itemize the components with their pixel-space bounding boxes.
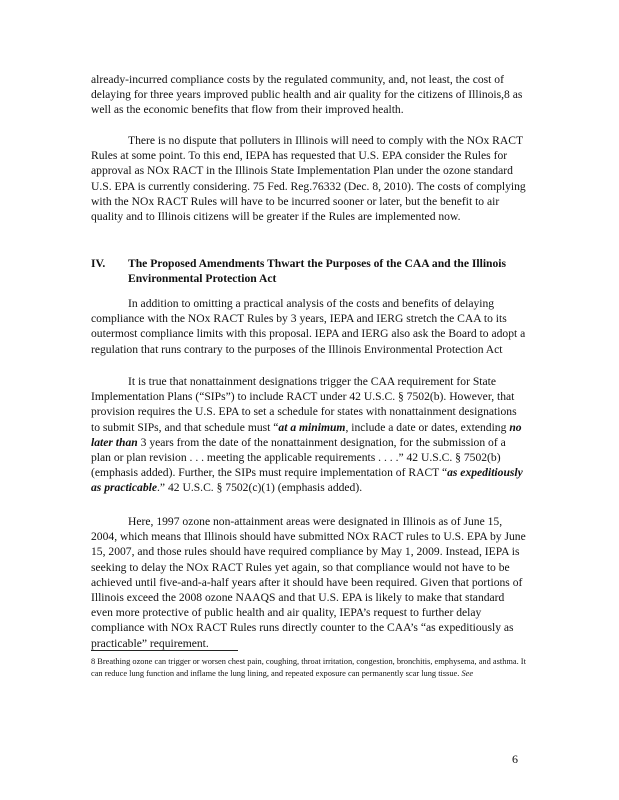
paragraph-caa-requirements (91, 374, 527, 496)
section-title: The Proposed Amendments Thwart the Purposes of the CAA and the Illinois Environmental Protection Act (128, 257, 507, 286)
paragraph-cost-benefit: In addition to omitting a practical analysis of the costs and benefits of delaying compliance with the NOx RACT Rules by 3 years, IEPA and IERG stretch the CAA to its outermost compliance limits with this proposal. IEPA and IERG also ask the Board to adopt a regulation that runs contrary to the purposes of the Illinois Environmental Protection Act (91, 297, 526, 356)
p4-text-e: 3 years from the date of the nonattainment designation, for the submission of a plan or plan revision . . . meeting the applicable requirements . . . .” 42 U.S.C. § 7502(b) (emphasis added). Further, the SIPs must require implementation of RACT “ (91, 435, 506, 480)
section-number: IV. (91, 257, 106, 270)
emphasis-as-expeditiously: as expeditiously as practicable (91, 466, 523, 495)
emphasis-no-later-than: no later than (91, 420, 522, 449)
footnote-divider (91, 650, 238, 651)
footnote-8 (91, 656, 531, 679)
page-number: 6 (512, 752, 518, 766)
p4-text-g: .” 42 U.S.C. § 7502(c)(1) (emphasis added). (157, 481, 363, 495)
p4-text-c: , include a date or dates, extending (345, 420, 510, 434)
emphasis-at-a-minimum: at a minimum (278, 420, 346, 434)
p4-text-a: It is true that nonattainment designations trigger the CAA requirement for State Implementation Plans (“SIPs”) to include RACT under 42 U.S.C. § 7502(b). However, that provision requires the U.S. EPA to set a schedule for states with nonattainment designations to submit SIPs, and that schedule must “ (91, 375, 517, 434)
paragraph-compliance-dispute: There is no dispute that polluters in Illinois will need to comply with the NOx RACT Rules at some point. To this end, IEPA has requested that U.S. EPA consider the Rules for approval as NOx RACT in the Illinois State Implementation Plan under the ozone standard U.S. EPA is currently considering. 75 Fed. Reg.76332 (Dec. 8, 2010). The costs of complying with the NOx RACT Rules will have to be incurred sooner or later, but the benefit to air quality and to Illinois citizens will be greater if the Rules are implemented now. (91, 134, 526, 224)
paragraph-intro-continuation: already-incurred compliance costs by the regulated community, and, not least, the cost of delaying for three years improved public health and air quality for the citizens of Illinois,8 as well as the economic benefits that flow from their improved health. (91, 73, 523, 117)
paragraph-nonattainment-history: Here, 1997 ozone non-attainment areas were designated in Illinois as of June 15, 2004, which means that Illinois should have submitted NOx RACT rules to U.S. EPA by June 15, 2007, and those rules should have required compliance by May 1, 2009. Instead, IEPA is seeking to delay the NOx RACT Rules yet again, so that compliance would not have to be achieved until five-and-a-half years after it should have been required. Given that portions of Illinois exceed the 2008 ozone NAAQS and that U.S. EPA is likely to make that standard even more protective of public health and air quality, IEPA’s request to further delay compliance with NOx RACT Rules runs directly counter to the CAA’s “as expeditiously as practicable” requirement. (91, 515, 526, 650)
footnote-text: 8 Breathing ozone can trigger or worsen chest pain, coughing, throat irritation, congestion, bronchitis, emphysema, and asthma. It can reduce lung function and inflame the lung lining, and repeated exposure can permanently scar lung tissue. (91, 657, 526, 678)
footnote-see: See (461, 668, 474, 678)
